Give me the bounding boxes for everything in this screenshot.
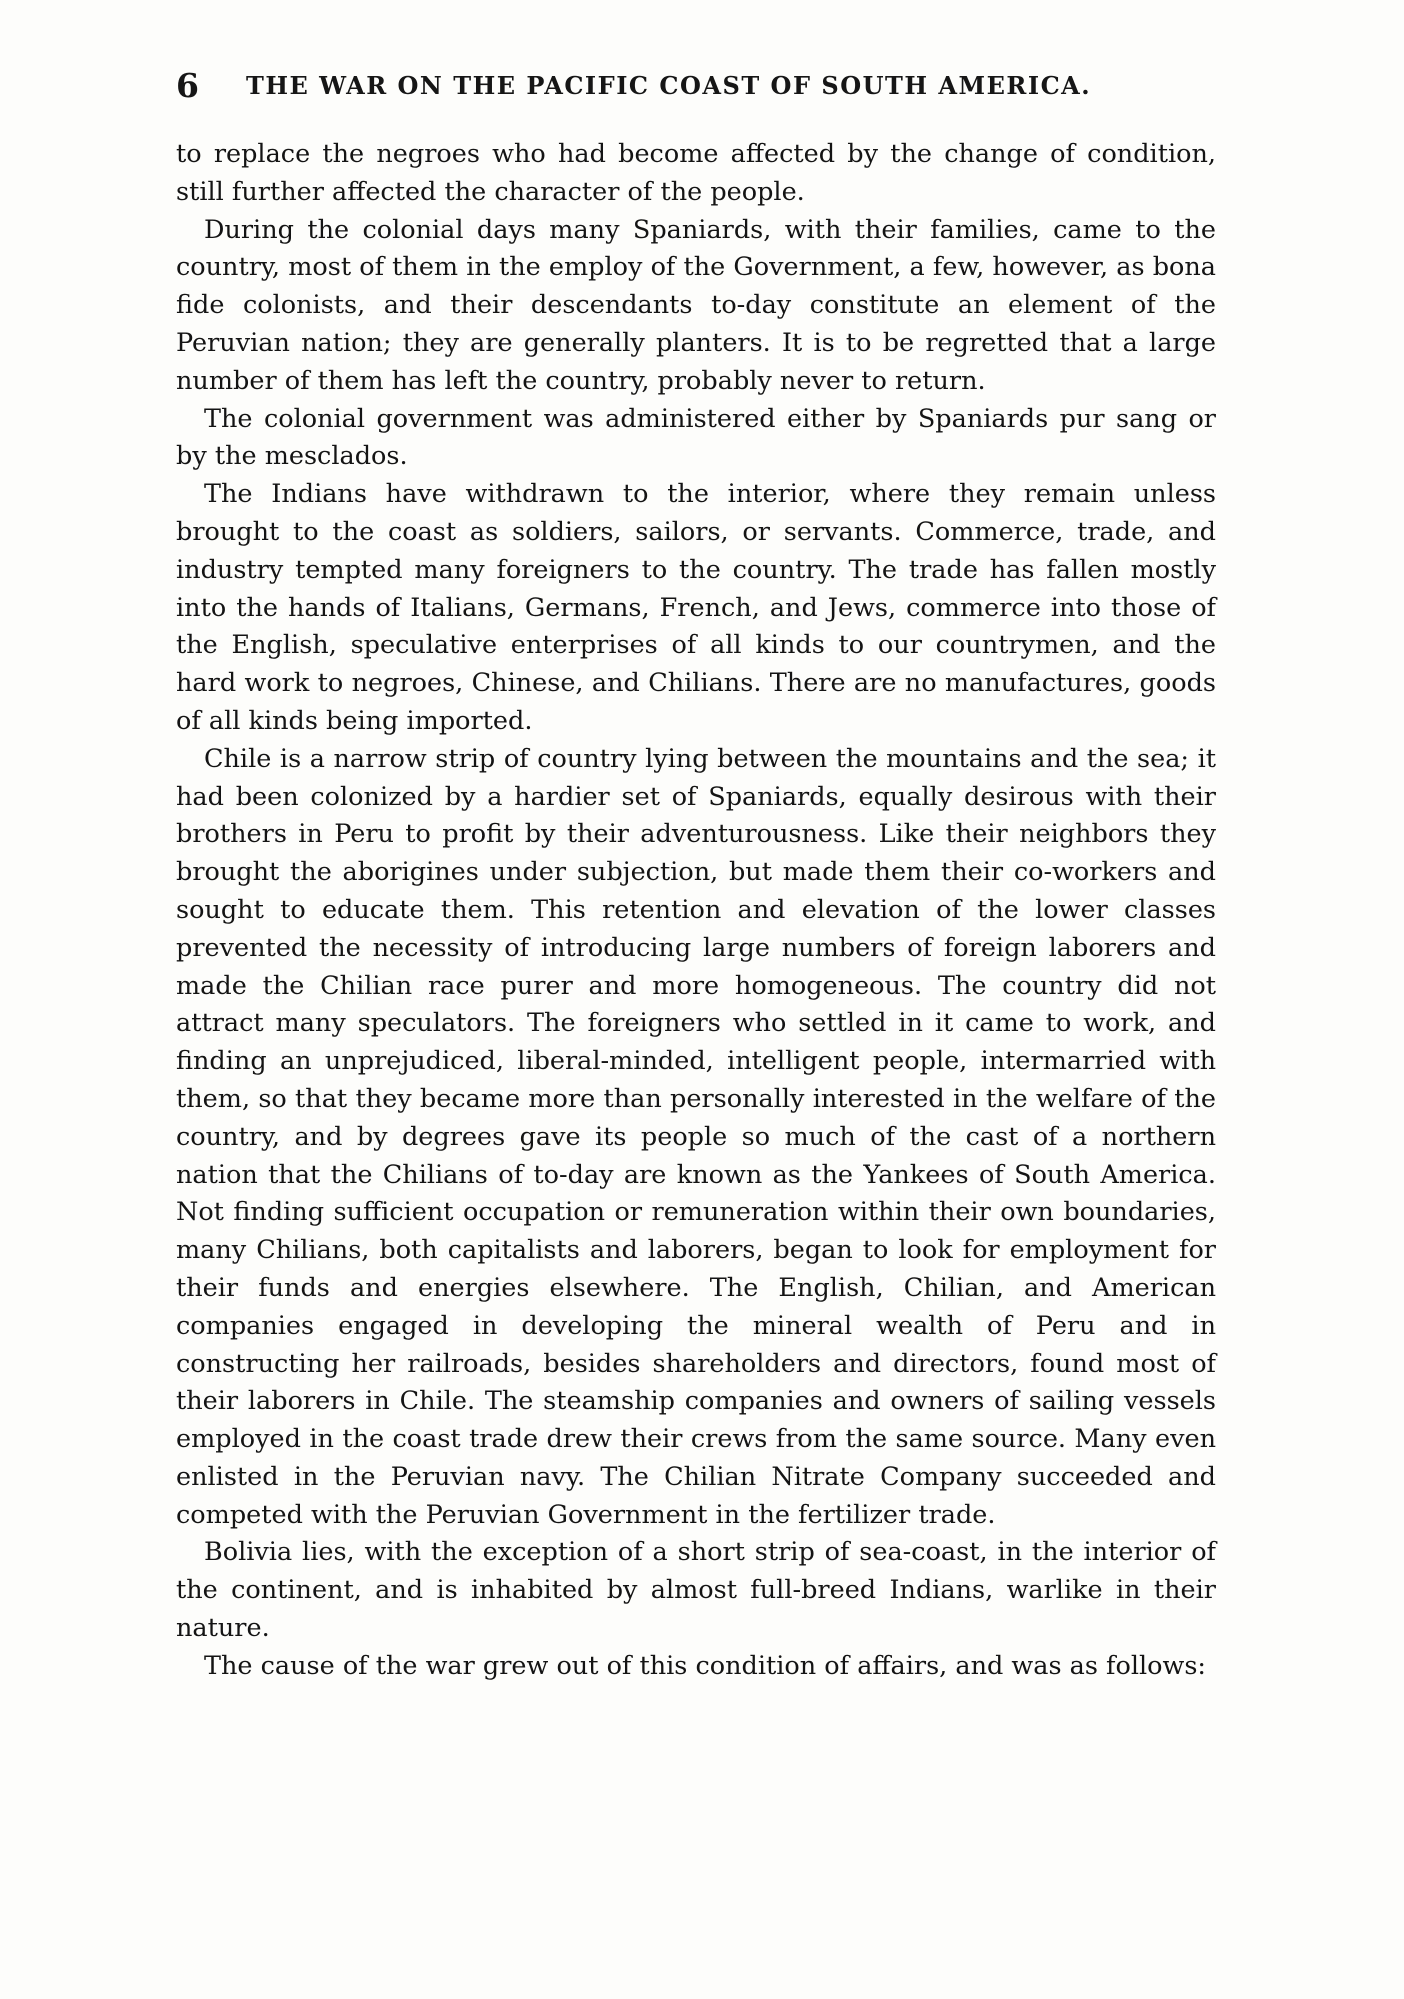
paragraph-indians: The Indians have withdrawn to the interior, where they remain unless brought to the coast as soldiers, sailors, or servants. Commerce, trade, and industry tempted many foreigners to the country. The trade has fallen mostly into the hands of Italians, Germans, French, and Jews, commerce into those of the English, speculative enterprises of all kinds to our countrymen, and the hard work to negroes, Chinese, and Chilians. There are no manufactures, goods of all kinds being imported. <box>176 479 1216 736</box>
running-title: THE WAR ON THE PACIFIC COAST OF SOUTH AMERICA. <box>246 71 1092 100</box>
paragraph-bolivia: Bolivia lies, with the exception of a short strip of sea-coast, in the interior of the continent, and is inhabited by almost full-breed Indians, warlike in their nature. <box>176 1537 1216 1644</box>
page-number: 6 <box>176 66 199 105</box>
page-header <box>176 66 1226 106</box>
paragraph-chile: Chile is a narrow strip of country lying between the mountains and the sea; it had been colonized by a hardier set of Spaniards, equally desirous with their brothers in Peru to profit by their adventurousness. Like their neighbors they brought the aborigines under subjection, but made them their co-workers and sought to educate them. This retention and elevation of the lower classes prevented the necessity of introducing large numbers of foreign laborers and made the Chilian race purer and more homogeneous. The country did not attract many speculators. The foreigners who settled in it came to work, and finding an unprejudiced, liberal-minded, intelligent people, intermarried with them, so that they became more than personally interested in the welfare of the country, and by degrees gave its people so much of the cast of a northern nation that the Chilians of to-day are known as the Yankees of South America. Not finding sufficient occupation or remuneration within their own boundaries, many Chilians, both capitalists and laborers, began to look for employment for their funds and energies elsewhere. The English, Chilian, and American companies engaged in developing the mineral wealth of Peru and in constructing her railroads, besides shareholders and directors, found most of their laborers in Chile. The steamship companies and owners of sailing vessels employed in the coast trade drew their crews from the same source. Many even enlisted in the Peruvian navy. The Chilian Nitrate Company succeeded and competed with the Peruvian Government in the fertilizer trade. <box>176 743 1216 1530</box>
paragraph-colonial-days: During the colonial days many Spaniards, with their families, came to the country, most of them in the employ of the Government, a few, however, as bona fide colonists, and their descendants to-day constitute an element of the Peruvian nation; they are generally planters. It is to be regretted that a large number of them has left the country, probably never to return. <box>176 214 1216 396</box>
body-text <box>176 136 1216 1686</box>
paragraph-colonial-government: The colonial government was administered either by Spaniards pur sang or by the mesclados. <box>176 403 1216 472</box>
paragraph-continuation: to replace the negroes who had become affected by the change of condition, still further affected the character of the people. <box>176 139 1216 207</box>
paragraph-cause-of-war: The cause of the war grew out of this condition of affairs, and was as follows: <box>204 1650 1206 1681</box>
